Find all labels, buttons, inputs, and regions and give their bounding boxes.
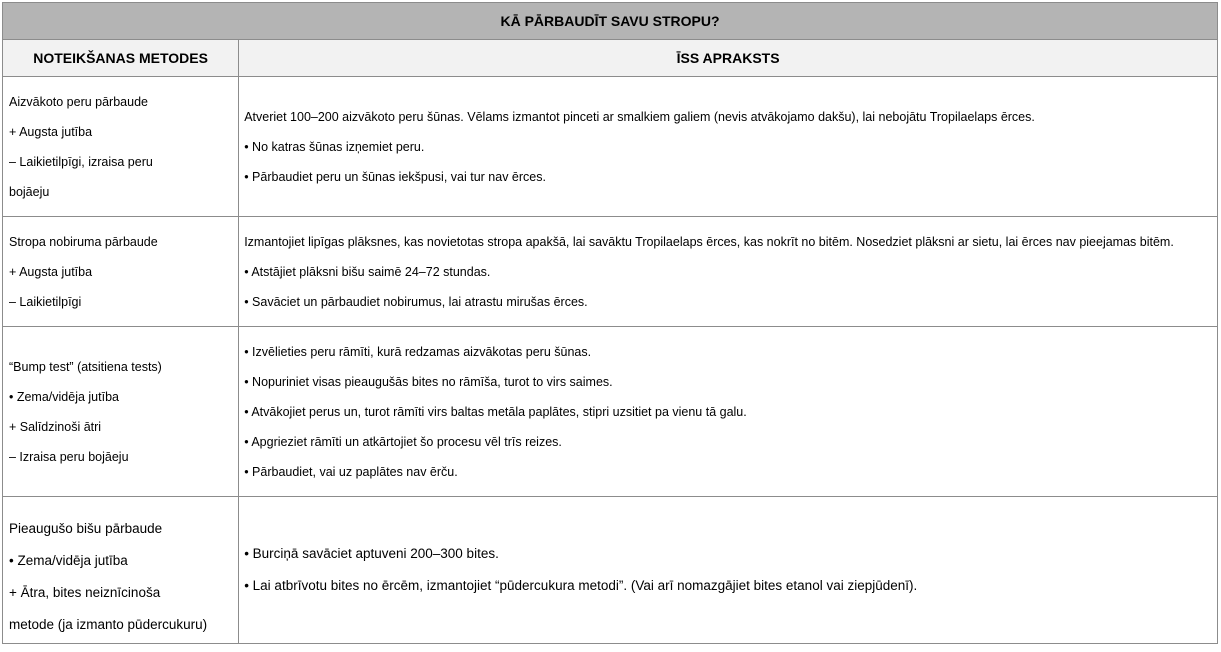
method-line: – Laikietilpīgi, izraisa peru — [9, 154, 153, 169]
table-row — [3, 497, 1218, 644]
method-line: • Zema/vidēja jutība — [9, 389, 119, 404]
bee-testing-table — [2, 2, 1218, 644]
description-line: • Atstājiet plāksni bišu saimē 24–72 stundas. — [244, 264, 491, 279]
description-cell — [239, 327, 1218, 497]
method-line: bojāeju — [9, 184, 50, 199]
description-line: • Lai atbrīvotu bites no ērcēm, izmantojiet “pūdercukura metodi”. (Vai arī nomazgājiet bites etanol vai ziepjūdenī). — [244, 578, 918, 593]
description-column-header: ĪSS APRAKSTS — [239, 40, 1218, 77]
description-line: • Apgrieziet rāmīti un atkārtojiet šo procesu vēl trīs reizes. — [244, 434, 562, 449]
description-line: • No katras šūnas izņemiet peru. — [244, 139, 425, 154]
description-line: Atveriet 100–200 aizvākoto peru šūnas. Vēlams izmantot pinceti ar smalkiem galiem (nevis atvākojamo dakšu), lai nebojātu Tropilaelaps ērces. — [244, 109, 1035, 124]
method-line: + Salīdzinoši ātri — [9, 419, 102, 434]
description-cell — [239, 77, 1218, 217]
method-line: “Bump test” (atsitiena tests) — [9, 359, 162, 374]
description-cell — [239, 497, 1218, 644]
method-line: • Zema/vidēja jutība — [9, 553, 128, 568]
method-line: + Augsta jutība — [9, 124, 93, 139]
description-line: • Burciņā savāciet aptuveni 200–300 bites. — [244, 546, 499, 561]
methods-column-header: NOTEIKŠANAS METODES — [3, 40, 239, 77]
description-line: • Nopuriniet visas pieaugušās bites no rāmīša, turot to virs saimes. — [244, 374, 613, 389]
method-line: + Augsta jutība — [9, 264, 93, 279]
method-line: + Ātra, bites neiznīcinoša — [9, 585, 161, 600]
method-cell — [3, 77, 239, 217]
description-line: • Pārbaudiet, vai uz paplātes nav ērču. — [244, 464, 458, 479]
method-cell — [3, 497, 239, 644]
table-row — [3, 77, 1218, 217]
method-line: metode (ja izmanto pūdercukuru) — [9, 617, 208, 632]
description-line: • Savāciet un pārbaudiet nobirumus, lai atrastu mirušas ērces. — [244, 294, 588, 309]
method-line: Aizvākoto peru pārbaude — [9, 94, 148, 109]
method-line: Pieaugušo bišu pārbaude — [9, 521, 163, 536]
description-line: • Atvākojiet perus un, turot rāmīti virs baltas metāla paplātes, stipri uzsitiet pa vienu tā galu. — [244, 404, 747, 419]
description-cell — [239, 217, 1218, 327]
table-row — [3, 327, 1218, 497]
method-cell — [3, 327, 239, 497]
method-line: – Laikietilpīgi — [9, 294, 82, 309]
description-line: • Izvēlieties peru rāmīti, kurā redzamas aizvākotas peru šūnas. — [244, 344, 592, 359]
description-line: Izmantojiet lipīgas plāksnes, kas novietotas stropa apakšā, lai savāktu Tropilaelaps ērces, kas nokrīt no bitēm. Nosedziet plāksni ar sietu, lai ērces nav pieejamas bitēm. — [244, 234, 1174, 249]
description-line: • Pārbaudiet peru un šūnas iekšpusi, vai tur nav ērces. — [244, 169, 546, 184]
method-cell — [3, 217, 239, 327]
table-title: KĀ PĀRBAUDĪT SAVU STROPU? — [3, 3, 1218, 40]
method-line: Stropa nobiruma pārbaude — [9, 234, 158, 249]
table-row — [3, 217, 1218, 327]
method-line: – Izraisa peru bojāeju — [9, 449, 129, 464]
